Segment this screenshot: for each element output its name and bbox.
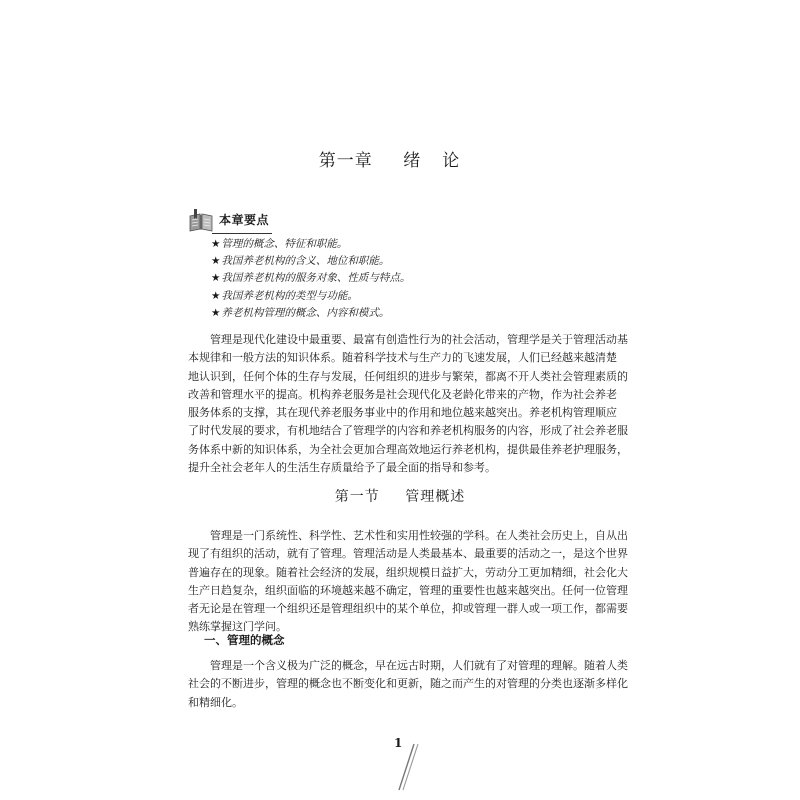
star-icon: ★ [211,306,221,319]
section-title [0,486,800,506]
key-point-item: ★我国养老机构的含义、地位和职能。 [211,255,390,268]
open-book-icon [188,207,214,233]
page-number-slash-decoration [396,742,420,792]
key-points-underline [212,233,272,234]
paragraph-line: 管理是一个含义极为广泛的概念，早在远古时期，人们就有了对管理的理解。随着人类 [210,659,628,672]
paragraph-line: 提升全社会老年人的生活生存质量给予了最全面的指导和参考。 [188,461,496,475]
paragraph-line: 改善和管理水平的提高。机构养老服务是社会现代化及老龄化带来的产物，作为社会养老 [188,387,617,401]
paragraph-line: 地认识到，任何个体的生存与发展，任何组织的进步与繁荣，都离不开人类社会管理素质的 [188,369,628,383]
section-name: 管理概述 [405,489,466,505]
key-points-list [211,236,410,322]
section-paragraph [188,527,628,637]
key-point-item: ★我国养老机构的服务对象、性质与特点。 [211,272,411,285]
key-point-item: ★管理的概念、特征和职能。 [211,238,348,250]
intro-paragraph [188,331,628,477]
star-icon: ★ [211,272,221,285]
key-point-item: ★养老机构管理的概念、内容和模式。 [211,306,390,319]
paragraph-line: 者无论是在管理一个组织还是管理组织中的某个单位，抑或管理一群人或一项工作，都需要 [188,602,628,616]
key-points-header [188,207,588,233]
paragraph-line: 和精细化。 [188,695,243,709]
paragraph-line: 普遍存在的现象。随着社会经济的发展，组织规模日益扩大，劳动分工更加精细，社会化大 [188,565,628,579]
chapter-name: 绪论 [403,151,482,171]
chapter-label: 第一章 [318,151,373,171]
page-number: 1 [394,736,403,750]
paragraph-line: 管理是现代化建设中最重要、最富有创造性行为的社会活动，管理学是关于管理活动基 [210,333,628,346]
star-icon: ★ [211,255,221,268]
paragraph-line: 社会的不断进步，管理的概念也不断变化和更新，随之而产生的对管理的分类也逐渐多样化 [188,677,628,691]
paragraph-line: 生产日趋复杂，组织面临的环境越来越不确定，管理的重要性也越来越突出。任何一位管理 [188,583,628,597]
paragraph-line: 现了有组织的活动，就有了管理。管理活动是人类最基本、最重要的活动之一，是这个世界 [188,547,628,561]
star-icon: ★ [211,289,221,302]
paragraph-line: 熟练掌握这门学问。 [188,620,287,634]
paragraph-line: 了时代发展的要求，有机地结合了管理学的内容和养老机构服务的内容，形成了社会养老服 [188,424,628,438]
key-point-item: ★我国养老机构的类型与功能。 [211,289,358,302]
paragraph-line: 务体系中新的知识体系，为全社会更加合理高效地运行养老机构，提供最佳养老护理服务， [188,442,628,456]
chapter-title [0,146,800,171]
subheading: 一、管理的概念 [204,633,285,647]
paragraph-line: 管理是一门系统性、科学性、艺术性和实用性较强的学科。在人类社会历史上，自从出 [210,529,628,542]
star-icon: ★ [211,238,221,250]
key-points-title: 本章要点 [219,213,270,227]
concept-paragraph [188,657,628,712]
paragraph-line: 本规律和一般方法的知识体系。随着科学技术与生产力的飞速发展，人们已经越来越清楚 [188,351,617,365]
section-label: 第一节 [334,489,380,505]
paragraph-line: 服务体系的支撑，其在现代养老服务事业中的作用和地位越来越突出。养老机构管理顺应 [188,406,617,420]
